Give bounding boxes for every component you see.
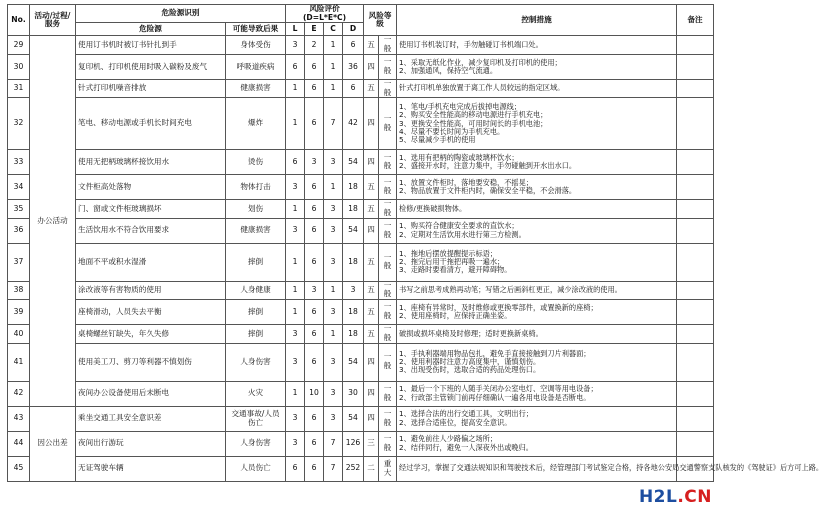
hazard-source: 使用美工刀、剪刀等利器不慎划伤 bbox=[76, 343, 226, 381]
control-line: 1、选用有把柄的陶瓷或玻璃杯饮水； bbox=[399, 153, 519, 163]
remark-cell bbox=[677, 281, 714, 299]
hazard-source: 夜间出行游玩 bbox=[76, 431, 226, 456]
hazard-source: 笔电、移动电源或手机长时间充电 bbox=[76, 98, 226, 150]
risk-level: 一般 bbox=[379, 431, 397, 456]
value-C: 7 bbox=[324, 431, 343, 456]
risk-level: 一般 bbox=[379, 200, 397, 218]
table-row bbox=[8, 343, 714, 381]
control-line: 2、物品放置于文件柜内时，确保安全平稳，不会滑落。 bbox=[399, 186, 577, 196]
remark-cell bbox=[677, 431, 714, 456]
row-number: 40 bbox=[8, 325, 30, 343]
risk-level: 一般 bbox=[379, 175, 397, 200]
consequence: 人员伤亡 bbox=[226, 456, 286, 481]
value-E: 6 bbox=[305, 200, 324, 218]
value-L: 3 bbox=[286, 175, 305, 200]
hazard-source: 使用订书机时被订书针扎到手 bbox=[76, 36, 226, 54]
hazard-source: 文件柜高处落物 bbox=[76, 175, 226, 200]
value-C: 7 bbox=[324, 98, 343, 150]
value-D: 54 bbox=[343, 406, 364, 431]
risk-level: 一般 bbox=[379, 281, 397, 299]
risk-grade: 五 bbox=[364, 243, 379, 281]
hazard-source: 乘坐交通工具安全意识差 bbox=[76, 406, 226, 431]
activity-group: 办公活动 bbox=[30, 36, 76, 406]
row-number: 42 bbox=[8, 381, 30, 406]
control-line: 2、加强通风，保持空气流通。 bbox=[399, 65, 498, 75]
hazard-source: 地面不平或积水湿滑 bbox=[76, 243, 226, 281]
table-row bbox=[8, 281, 714, 299]
value-D: 54 bbox=[343, 218, 364, 243]
value-D: 18 bbox=[343, 175, 364, 200]
value-C: 3 bbox=[324, 218, 343, 243]
col-D: D bbox=[343, 23, 364, 36]
value-E: 6 bbox=[305, 79, 324, 97]
table-row bbox=[8, 218, 714, 243]
table-row bbox=[8, 175, 714, 200]
hazard-source: 桌椅螺丝钉缺失，年久失修 bbox=[76, 325, 226, 343]
value-C: 3 bbox=[324, 200, 343, 218]
risk-level: 一般 bbox=[379, 381, 397, 406]
control-line: 1、笔电/手机充电完成后拔掉电源线； bbox=[399, 102, 522, 112]
value-E: 6 bbox=[305, 54, 324, 79]
activity-group: 因公出差 bbox=[30, 406, 76, 481]
risk-level: 一般 bbox=[379, 300, 397, 325]
value-D: 18 bbox=[343, 200, 364, 218]
risk-grade: 四 bbox=[364, 406, 379, 431]
risk-level: 一般 bbox=[379, 243, 397, 281]
consequence: 火灾 bbox=[226, 381, 286, 406]
row-number: 31 bbox=[8, 79, 30, 97]
hazard-table bbox=[7, 4, 823, 482]
control-line: 3、走路时要看清方，避开障碍物。 bbox=[399, 265, 512, 275]
value-C: 3 bbox=[324, 243, 343, 281]
hazard-source: 涂改液等有害物质的使用 bbox=[76, 281, 226, 299]
table-row bbox=[8, 406, 714, 431]
col-consequence: 可能导致后果 bbox=[226, 23, 286, 36]
value-L: 3 bbox=[286, 406, 305, 431]
consequence: 人身伤害 bbox=[226, 431, 286, 456]
control-measures bbox=[397, 218, 677, 243]
value-C: 1 bbox=[324, 175, 343, 200]
remark-cell bbox=[677, 36, 714, 54]
table-row bbox=[8, 325, 714, 343]
value-E: 2 bbox=[305, 36, 324, 54]
col-E: E bbox=[305, 23, 324, 36]
value-L: 1 bbox=[286, 300, 305, 325]
control-measures bbox=[397, 79, 677, 97]
risk-level: 一般 bbox=[379, 79, 397, 97]
control-line: 2、使用座椅时，应保持正确坐姿。 bbox=[399, 311, 512, 321]
row-number: 29 bbox=[8, 36, 30, 54]
value-C: 1 bbox=[324, 79, 343, 97]
col-hazard-ident: 危险源识别 bbox=[76, 5, 286, 23]
value-C: 7 bbox=[324, 456, 343, 481]
control-line: 检修/更换破损物体。 bbox=[399, 203, 467, 213]
value-E: 10 bbox=[305, 381, 324, 406]
table-row bbox=[8, 431, 714, 456]
value-C: 3 bbox=[324, 300, 343, 325]
value-L: 3 bbox=[286, 218, 305, 243]
risk-level: 一般 bbox=[379, 36, 397, 54]
watermark: H2L.CN bbox=[638, 487, 712, 507]
value-C: 1 bbox=[324, 281, 343, 299]
consequence: 烫伤 bbox=[226, 150, 286, 175]
value-E: 6 bbox=[305, 175, 324, 200]
value-E: 3 bbox=[305, 281, 324, 299]
control-line: 书写之前思考成熟再动笔；写错之后画斜杠更正，减少涂改液的使用。 bbox=[399, 285, 622, 295]
value-L: 1 bbox=[286, 381, 305, 406]
value-E: 6 bbox=[305, 98, 324, 150]
value-L: 1 bbox=[286, 79, 305, 97]
control-measures bbox=[397, 98, 677, 150]
hazard-source: 无证驾驶车辆 bbox=[76, 456, 226, 481]
control-line: 1、最后一个下班的人随手关闭办公室电灯、空调等用电设备； bbox=[399, 384, 598, 394]
value-C: 3 bbox=[324, 150, 343, 175]
control-line: 1、选择合法的出行交通工具，文明出行； bbox=[399, 409, 533, 419]
remark-cell bbox=[677, 98, 714, 150]
risk-grade: 四 bbox=[364, 218, 379, 243]
value-E: 6 bbox=[305, 218, 324, 243]
control-line: 2、购买安全性能高的移动电源进行手机充电； bbox=[399, 110, 548, 120]
consequence: 摔倒 bbox=[226, 243, 286, 281]
hazard-source: 使用无把柄玻璃杯接饮用水 bbox=[76, 150, 226, 175]
consequence: 人身伤害 bbox=[226, 343, 286, 381]
consequence: 摔倒 bbox=[226, 325, 286, 343]
risk-level: 一般 bbox=[379, 406, 397, 431]
remark-cell bbox=[677, 150, 714, 175]
remark-cell bbox=[677, 218, 714, 243]
value-D: 30 bbox=[343, 381, 364, 406]
table-row bbox=[8, 98, 714, 150]
remark-cell bbox=[677, 243, 714, 281]
value-L: 6 bbox=[286, 456, 305, 481]
risk-level: 一般 bbox=[379, 343, 397, 381]
value-C: 1 bbox=[324, 36, 343, 54]
remark-cell bbox=[677, 325, 714, 343]
table-row bbox=[8, 200, 714, 218]
value-D: 6 bbox=[343, 36, 364, 54]
value-C: 3 bbox=[324, 381, 343, 406]
consequence: 爆炸 bbox=[226, 98, 286, 150]
risk-level: 一般 bbox=[379, 325, 397, 343]
risk-level: 重大 bbox=[379, 456, 397, 481]
remark-cell bbox=[677, 381, 714, 406]
consequence: 划伤 bbox=[226, 200, 286, 218]
value-L: 1 bbox=[286, 200, 305, 218]
value-D: 6 bbox=[343, 79, 364, 97]
control-measures bbox=[397, 300, 677, 325]
row-number: 43 bbox=[8, 406, 30, 431]
row-number: 30 bbox=[8, 54, 30, 79]
value-L: 3 bbox=[286, 325, 305, 343]
risk-grade: 四 bbox=[364, 150, 379, 175]
remark-cell bbox=[677, 79, 714, 97]
consequence: 交通事故/人员伤亡 bbox=[226, 406, 286, 431]
remark-cell bbox=[677, 343, 714, 381]
hazard-source: 夜间办公设备使用后未断电 bbox=[76, 381, 226, 406]
value-D: 54 bbox=[343, 343, 364, 381]
risk-level: 一般 bbox=[379, 150, 397, 175]
row-number: 38 bbox=[8, 281, 30, 299]
row-number: 35 bbox=[8, 200, 30, 218]
value-E: 6 bbox=[305, 300, 324, 325]
value-E: 3 bbox=[305, 150, 324, 175]
hazard-source: 复印机、打印机使用时吸入碳粉及废气 bbox=[76, 54, 226, 79]
value-C: 1 bbox=[324, 54, 343, 79]
control-measures bbox=[397, 150, 677, 175]
table-row bbox=[8, 456, 714, 481]
control-line: 2、行政部主管锁门前再仔细确认一遍各用电设备是否断电。 bbox=[399, 392, 591, 402]
control-measures bbox=[397, 381, 677, 406]
col-control: 控制措施 bbox=[397, 5, 677, 36]
consequence: 呼吸道疾病 bbox=[226, 54, 286, 79]
consequence: 摔倒 bbox=[226, 300, 286, 325]
row-number: 44 bbox=[8, 431, 30, 456]
risk-grade: 五 bbox=[364, 36, 379, 54]
control-line: 1、拖地后摆放提醒提示标语； bbox=[399, 248, 498, 258]
risk-grade: 五 bbox=[364, 300, 379, 325]
row-number: 33 bbox=[8, 150, 30, 175]
table-row bbox=[8, 243, 714, 281]
hazard-source: 针式打印机噪音排放 bbox=[76, 79, 226, 97]
control-line: 1、手执利器端用物品包扎，避免手直接接触到刀片利器面； bbox=[399, 348, 591, 358]
row-number: 32 bbox=[8, 98, 30, 150]
value-L: 6 bbox=[286, 150, 305, 175]
col-no: No. bbox=[8, 5, 30, 36]
hazard-source: 门、窗或文件柜玻璃损坏 bbox=[76, 200, 226, 218]
row-number: 36 bbox=[8, 218, 30, 243]
control-measures bbox=[397, 406, 677, 431]
value-D: 126 bbox=[343, 431, 364, 456]
value-D: 42 bbox=[343, 98, 364, 150]
remark-cell bbox=[677, 175, 714, 200]
control-line: 经过学习，掌握了交通法规知识和驾驶技术后，经管理部门考试鉴定合格，持各地公安局交通警察支队核发的《驾驶证》后方可上路。 bbox=[399, 463, 823, 473]
value-L: 3 bbox=[286, 343, 305, 381]
col-risk-eval: 风险评价(D=L*E*C) bbox=[286, 5, 364, 23]
risk-level: 一般 bbox=[379, 98, 397, 150]
risk-grade: 四 bbox=[364, 98, 379, 150]
remark-cell bbox=[677, 300, 714, 325]
control-line: 1、座椅有异常时，及时维修或更换零部件，或置换新的座椅； bbox=[399, 302, 598, 312]
col-L: L bbox=[286, 23, 305, 36]
value-D: 18 bbox=[343, 243, 364, 281]
value-L: 1 bbox=[286, 281, 305, 299]
control-measures bbox=[397, 343, 677, 381]
control-line: 2、结伴同行，避免一人深夜外出或晚归。 bbox=[399, 442, 533, 452]
control-line: 2、选择合适座位，提高安全意识。 bbox=[399, 417, 512, 427]
value-D: 3 bbox=[343, 281, 364, 299]
risk-grade: 四 bbox=[364, 381, 379, 406]
table-row bbox=[8, 381, 714, 406]
value-D: 54 bbox=[343, 150, 364, 175]
control-line: 1、避免前往人少路偏之场所； bbox=[399, 434, 498, 444]
risk-grade: 五 bbox=[364, 175, 379, 200]
control-line: 3、更换安全性能高，可用时间长的手机电池； bbox=[399, 118, 548, 128]
risk-grade: 五 bbox=[364, 79, 379, 97]
control-line: 1、购买符合健康安全要求的直饮水； bbox=[399, 221, 519, 231]
risk-level: 一般 bbox=[379, 54, 397, 79]
value-E: 6 bbox=[305, 431, 324, 456]
row-number: 41 bbox=[8, 343, 30, 381]
value-L: 1 bbox=[286, 98, 305, 150]
value-E: 6 bbox=[305, 343, 324, 381]
risk-grade: 五 bbox=[364, 281, 379, 299]
table-row bbox=[8, 36, 714, 54]
table-row bbox=[8, 300, 714, 325]
remark-cell bbox=[677, 54, 714, 79]
control-line: 2、拖完后用干拖把再吸一遍水； bbox=[399, 257, 505, 267]
row-number: 37 bbox=[8, 243, 30, 281]
col-remark: 备注 bbox=[677, 5, 714, 36]
control-line: 1、放置文件柜时，落地要安稳，不摇晃； bbox=[399, 178, 533, 188]
control-measures bbox=[397, 200, 677, 218]
control-measures bbox=[397, 325, 677, 343]
control-line: 1、采取无纸化作业，减少复印机及打印机的使用； bbox=[399, 57, 562, 67]
row-number: 45 bbox=[8, 456, 30, 481]
control-measures bbox=[397, 36, 677, 54]
control-measures bbox=[397, 243, 677, 281]
value-E: 6 bbox=[305, 406, 324, 431]
value-D: 252 bbox=[343, 456, 364, 481]
hazard-source: 座椅滑动，人员失去平衡 bbox=[76, 300, 226, 325]
value-L: 3 bbox=[286, 431, 305, 456]
risk-grade: 三 bbox=[364, 431, 379, 456]
value-L: 3 bbox=[286, 36, 305, 54]
table-row bbox=[8, 150, 714, 175]
risk-grade: 五 bbox=[364, 325, 379, 343]
value-C: 3 bbox=[324, 406, 343, 431]
remark-cell bbox=[677, 200, 714, 218]
control-measures bbox=[397, 456, 823, 481]
risk-grade: 二 bbox=[364, 456, 379, 481]
col-C: C bbox=[324, 23, 343, 36]
control-line: 破损或损坏桌椅及时修理；适时更换新桌椅。 bbox=[399, 328, 543, 338]
value-L: 6 bbox=[286, 54, 305, 79]
value-E: 6 bbox=[305, 325, 324, 343]
value-E: 6 bbox=[305, 456, 324, 481]
table-row bbox=[8, 54, 714, 79]
value-C: 1 bbox=[324, 325, 343, 343]
value-D: 18 bbox=[343, 325, 364, 343]
control-line: 使用订书机装订时，手勿触碰订书机端口处。 bbox=[399, 40, 543, 50]
value-C: 3 bbox=[324, 343, 343, 381]
col-activity: 活动/过程/服务 bbox=[30, 5, 76, 36]
control-line: 3、出现受伤时，选取合适的药品处理伤口。 bbox=[399, 365, 541, 375]
control-measures bbox=[397, 54, 677, 79]
value-L: 1 bbox=[286, 243, 305, 281]
hazard-source: 生活饮用水不符合饮用要求 bbox=[76, 218, 226, 243]
risk-grade: 五 bbox=[364, 200, 379, 218]
remark-cell bbox=[677, 406, 714, 431]
col-hazard-source: 危险源 bbox=[76, 23, 226, 36]
control-line: 5、尽量减少手机的使用 bbox=[399, 135, 476, 145]
control-measures bbox=[397, 281, 677, 299]
risk-grade: 四 bbox=[364, 54, 379, 79]
row-number: 34 bbox=[8, 175, 30, 200]
consequence: 物体打击 bbox=[226, 175, 286, 200]
consequence: 健康损害 bbox=[226, 218, 286, 243]
value-E: 6 bbox=[305, 243, 324, 281]
value-D: 36 bbox=[343, 54, 364, 79]
table-body bbox=[8, 35, 823, 481]
control-line: 4、尽量不要长时间为手机充电。 bbox=[399, 126, 505, 136]
risk-grade: 四 bbox=[364, 343, 379, 381]
value-D: 18 bbox=[343, 300, 364, 325]
row-number: 39 bbox=[8, 300, 30, 325]
control-line: 2、定期对生活饮用水进行第三方检测。 bbox=[399, 229, 526, 239]
control-line: 2、盛接开水时，注意力集中，手勿碰触到开水出水口。 bbox=[399, 161, 577, 171]
control-measures bbox=[397, 431, 677, 456]
consequence: 人身健康 bbox=[226, 281, 286, 299]
control-line: 针式打印机单独放置于离工作人员较远的指定区域。 bbox=[399, 83, 565, 93]
consequence: 健康损害 bbox=[226, 79, 286, 97]
col-risk-level: 风险等级 bbox=[364, 5, 397, 36]
control-line: 2、使用利器时注意力高度集中，谨慎划伤。 bbox=[399, 356, 541, 366]
risk-level: 一般 bbox=[379, 218, 397, 243]
consequence: 身体受伤 bbox=[226, 36, 286, 54]
table-row bbox=[8, 79, 714, 97]
control-measures bbox=[397, 175, 677, 200]
